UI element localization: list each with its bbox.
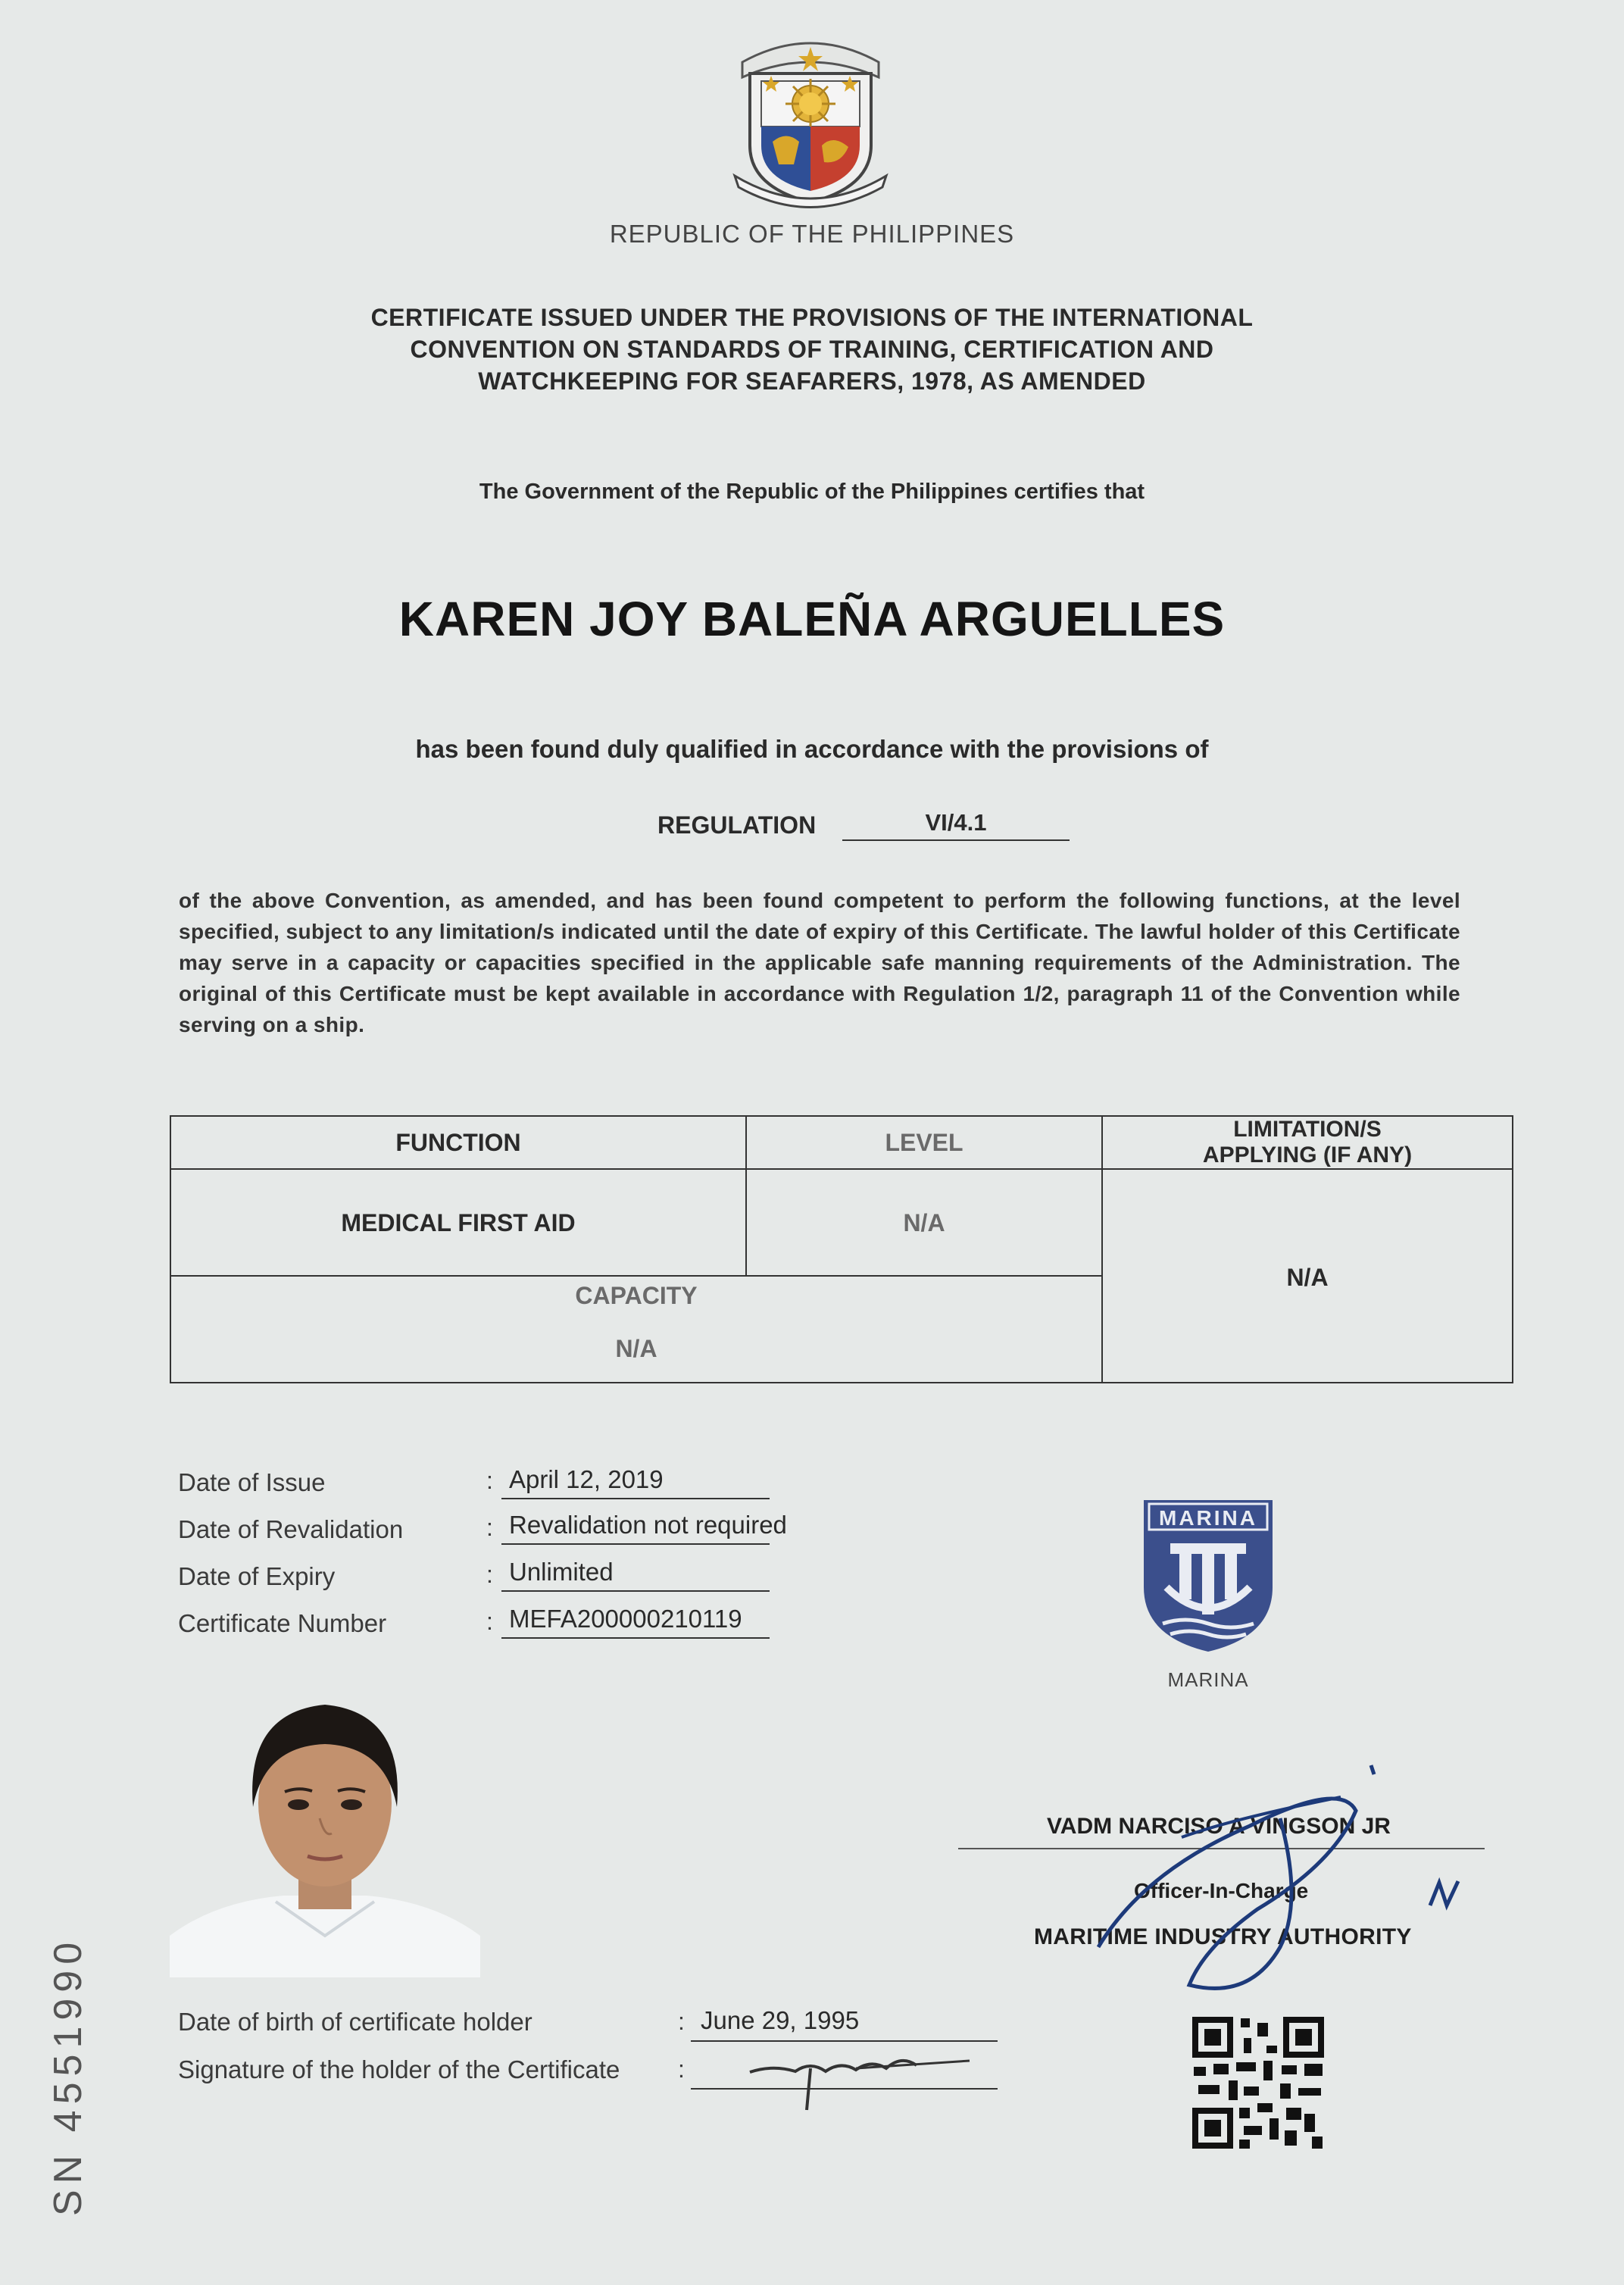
regulation-underline	[842, 839, 1070, 841]
certificate-number-label: Certificate Number	[178, 1609, 387, 1637]
capacity-label: CAPACITY	[575, 1282, 698, 1309]
function-value: MEDICAL FIRST AID	[341, 1209, 576, 1236]
colon: :	[486, 1608, 493, 1635]
holder-photo	[170, 1674, 480, 1977]
coat-of-arms-icon	[727, 32, 894, 211]
limitation-header-line: LIMITATION/S	[1233, 1117, 1382, 1142]
serial-number: SN 4551990	[46, 1936, 90, 2216]
expiry-date-label: Date of Expiry	[178, 1562, 336, 1590]
marina-shield-icon	[1140, 1496, 1276, 1655]
expiry-date-value: Unlimited	[509, 1558, 614, 1586]
issue-date-value: April 12, 2019	[509, 1465, 664, 1493]
revalidation-date-value: Revalidation not required	[509, 1511, 787, 1539]
limitation-header	[1103, 1117, 1512, 1168]
svg-text:MARINA: MARINA	[1159, 1506, 1257, 1530]
function-table	[170, 1115, 1513, 1383]
colon: :	[486, 1467, 493, 1494]
table-divider	[171, 1168, 1512, 1170]
holder-signature-label: Signature of the holder of the Certificate	[178, 2055, 620, 2083]
colon: :	[678, 2055, 685, 2083]
convention-line: CERTIFICATE ISSUED UNDER THE PROVISIONS OF THE INTERNATIONAL	[370, 304, 1254, 331]
qualified-text: has been found duly qualified in accordance with the provisions of	[415, 735, 1209, 763]
issue-date-label: Date of Issue	[178, 1468, 326, 1496]
convention-line: CONVENTION ON STANDARDS OF TRAINING, CERTIFICATION AND	[410, 336, 1214, 363]
regulation-label: REGULATION	[657, 811, 817, 839]
table-divider	[171, 1275, 1101, 1277]
signatory-title: Officer-In-Charge	[1134, 1879, 1309, 1902]
officer-signature	[1053, 1758, 1477, 2000]
marina-label: MARINA	[1167, 1668, 1249, 1691]
value-underline	[501, 1543, 770, 1545]
convention-paragraph: of the above Convention, as amended, and has been found competent to perform the following functions, at the level specified, subject to any limitation/s indicated until the date of expiry of this Certificate. The lawful holder of this Certificate may serve in a capacity or capacities specified in the applicable safe manning requirements of the Administration. The original of this Certificate must be kept available in accordance with Regulation 1/2, paragraph 11 of the Convention while serving on a ship.	[179, 889, 1460, 1036]
value-underline	[501, 1498, 770, 1499]
function-header: FUNCTION	[395, 1129, 521, 1156]
convention-line: WATCHKEEPING FOR SEAFARERS, 1978, AS AMENDED	[478, 367, 1146, 395]
certificate-number-value: MEFA200000210119	[509, 1605, 742, 1633]
convention-heading	[0, 302, 1624, 397]
colon: :	[486, 1561, 493, 1588]
value-underline	[501, 1590, 770, 1592]
regulation-value: VI/4.1	[925, 809, 987, 836]
limitation-header-line: APPLYING (IF ANY)	[1202, 1142, 1413, 1168]
initial-mark	[1424, 1875, 1469, 1913]
level-header: LEVEL	[885, 1129, 963, 1156]
colon: :	[486, 1514, 493, 1541]
qr-code	[1191, 2015, 1326, 2150]
certifies-text: The Government of the Republic of the Philippines certifies that	[479, 480, 1145, 504]
holder-signature	[727, 2038, 977, 2121]
capacity-value: N/A	[615, 1335, 657, 1362]
dob-label: Date of birth of certificate holder	[178, 2008, 532, 2036]
country-name: REPUBLIC OF THE PHILIPPINES	[609, 220, 1015, 248]
limitation-value: N/A	[1286, 1264, 1329, 1291]
revalidation-date-label: Date of Revalidation	[178, 1515, 404, 1543]
dob-value: June 29, 1995	[701, 2006, 860, 2034]
value-underline	[501, 1637, 770, 1639]
issuing-authority: MARITIME INDUSTRY AUTHORITY	[1034, 1924, 1412, 1949]
level-value: N/A	[903, 1209, 945, 1236]
colon: :	[678, 2008, 685, 2035]
holder-name: KAREN JOY BALEÑA ARGUELLES	[398, 592, 1226, 646]
signatory-name: VADM NARCISO A VINGSON JR	[1047, 1814, 1391, 1839]
